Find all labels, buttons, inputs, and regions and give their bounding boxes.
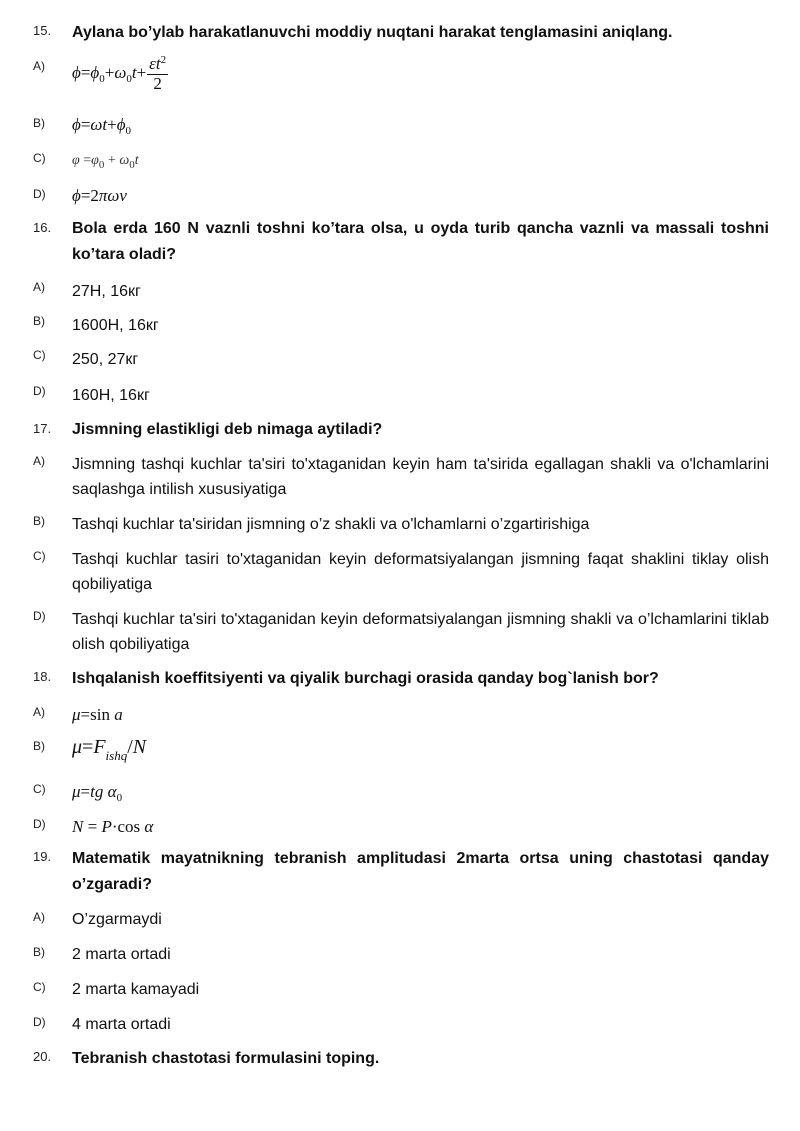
question-number: 18. bbox=[33, 669, 52, 684]
option-letter: B) bbox=[33, 514, 45, 528]
option-formula: ϕ=2πων bbox=[72, 186, 127, 205]
question-number: 15. bbox=[33, 23, 52, 38]
option-text: 160Н, 16кг bbox=[72, 387, 150, 404]
option-letter: D) bbox=[33, 187, 46, 201]
option-letter: B) bbox=[33, 739, 45, 753]
option-formula: $\mu=F_{ishq}/N$ bbox=[72, 736, 147, 763]
question-number: 19. bbox=[33, 849, 52, 864]
option-formula: N = P·cos α bbox=[72, 817, 154, 836]
option-letter: A) bbox=[33, 910, 45, 924]
option-text: 2 marta ortadi bbox=[72, 946, 171, 963]
option-text: Tashqi kuchlar ta'siri to'xtaganidan keyin deformatsiyalangan jismning shakli va o’lchamlarini tiklab olish qobiliyatiga bbox=[72, 611, 769, 653]
option-letter: D) bbox=[33, 609, 46, 623]
question-text: Ishqalanish koeffitsiyenti va qiyalik burchagi orasida qanday bog`lanish bor? bbox=[72, 670, 659, 687]
option-text: Tashqi kuchlar ta'siridan jismning o’z shakli va o'lchamlarni o’zgartirishiga bbox=[72, 516, 590, 533]
question-text: Tebranish chastotasi formulasini toping. bbox=[72, 1050, 380, 1067]
option-text: 250, 27кг bbox=[72, 351, 139, 368]
option-text: 1600Н, 16кг bbox=[72, 317, 159, 334]
option-letter: A) bbox=[33, 454, 45, 468]
option-formula: $\phi=\phi_0+\omega_0t+$ $\frac{\varepsilon t^2}{2}$ bbox=[72, 54, 167, 93]
question-text: Bola erda 160 N vaznli toshni ko’tara olsa, u oyda turib qancha vaznli va massali toshni ko’tara oladi? bbox=[72, 220, 769, 263]
option-text: 2 marta kamayadi bbox=[72, 981, 200, 998]
option-letter: C) bbox=[33, 980, 46, 994]
option-letter: C) bbox=[33, 782, 46, 796]
question-number: 20. bbox=[33, 1049, 52, 1064]
question-number: 16. bbox=[33, 220, 52, 235]
option-letter: A) bbox=[33, 280, 45, 294]
option-letter: A) bbox=[33, 59, 45, 73]
option-letter: A) bbox=[33, 705, 45, 719]
option-letter: B) bbox=[33, 314, 45, 328]
question-text: Aylana bo’ylab harakatlanuvchi moddiy nuqtani harakat tenglamasini aniqlang. bbox=[72, 24, 673, 41]
option-letter: D) bbox=[33, 384, 46, 398]
option-formula: $\phi=\omega t+\phi_0$ bbox=[72, 115, 132, 137]
option-formula: $\varphi =\varphi_0 + \omega_0t$ bbox=[72, 153, 139, 171]
option-letter: D) bbox=[33, 1015, 46, 1029]
option-text: O’zgarmaydi bbox=[72, 911, 162, 928]
option-text: 4 marta ortadi bbox=[72, 1016, 171, 1033]
question-text: Matematik mayatnikning tebranish amplitudasi 2marta ortsa uning chastotasi qanday o’zgaradi? bbox=[72, 850, 769, 893]
option-letter: C) bbox=[33, 348, 46, 362]
option-text: 27Н, 16кг bbox=[72, 283, 141, 300]
option-letter: B) bbox=[33, 116, 45, 130]
option-formula: μ=sin a bbox=[72, 705, 123, 724]
option-letter: D) bbox=[33, 817, 46, 831]
question-number: 17. bbox=[33, 421, 52, 436]
option-letter: C) bbox=[33, 151, 46, 165]
option-letter: C) bbox=[33, 549, 46, 563]
option-text: Tashqi kuchlar tasiri to'xtaganidan keyin deformatsiyalangan jismning faqat shaklini tiklay olish qobiliyatiga bbox=[72, 551, 769, 593]
option-formula: μ=tg $\alpha_0$ bbox=[72, 782, 123, 804]
question-text: Jismning elastikligi deb nimaga aytiladi? bbox=[72, 421, 383, 438]
option-text: Jismning tashqi kuchlar ta'siri to'xtaganidan keyin ham ta'sirida egallagan shakli va o'lchamlarini saqlashga intilish xususiyatiga bbox=[72, 456, 769, 498]
option-letter: B) bbox=[33, 945, 45, 959]
